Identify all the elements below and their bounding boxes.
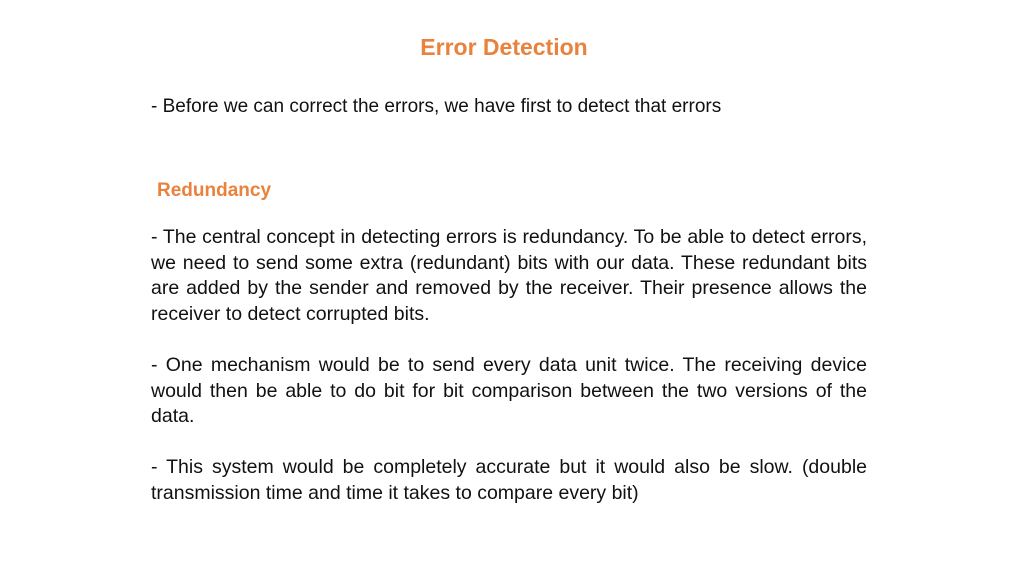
intro-bullet: - Before we can correct the errors, we have first to detect that errors [151, 96, 722, 117]
slide-title: Error Detection [420, 34, 588, 60]
paragraph-accuracy-cost: - This system would be completely accurate but it would also be slow. (double transmission time and time it takes to compare every bit) [151, 456, 867, 504]
paragraph-redundancy-concept: - The central concept in detecting errors is redundancy. To be able to detect errors, we need to send some extra (redundant) bits with our data. These redundant bits are added by the sender and removed by the receiver. Their presence allows the receiver to detect corrupted bits. [151, 226, 867, 325]
section-heading-redundancy: Redundancy [157, 180, 272, 201]
paragraph-send-twice: - One mechanism would be to send every data unit twice. The receiving device would then be able to do bit for bit comparison between the two versions of the data. [151, 354, 867, 427]
